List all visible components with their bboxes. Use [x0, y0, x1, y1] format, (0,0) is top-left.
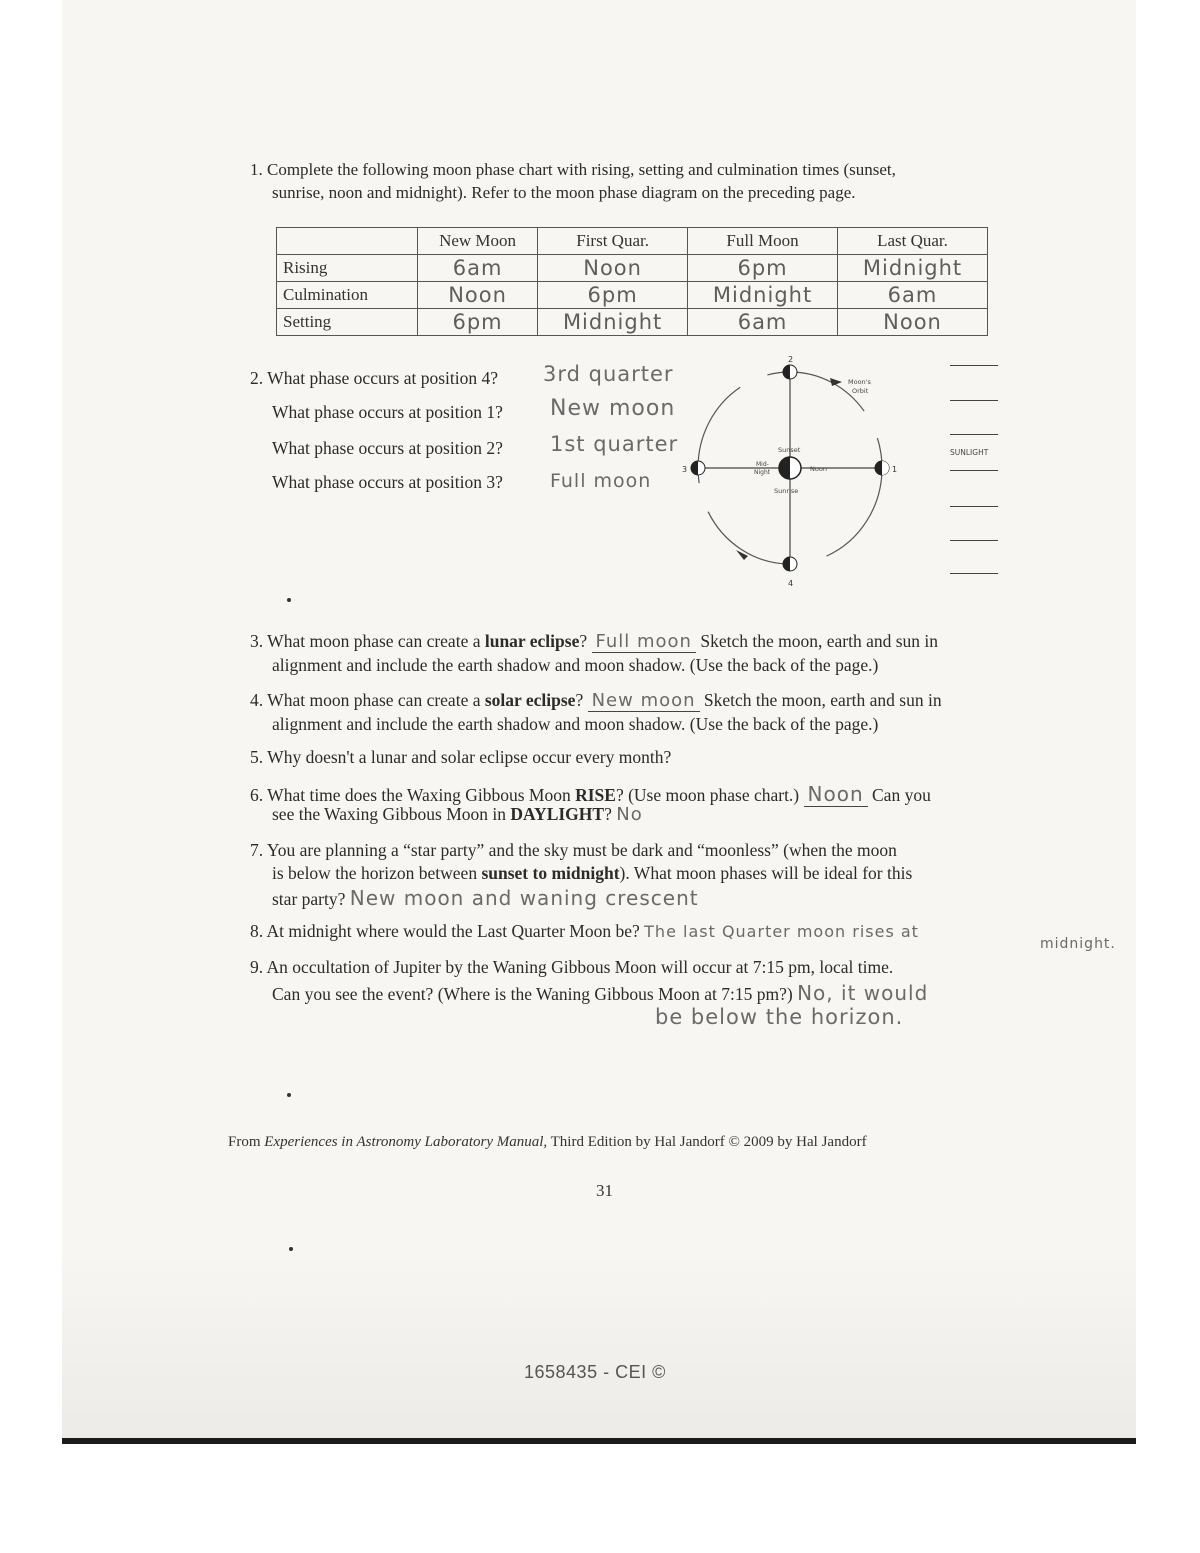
footer-post: Third Edition by Hal Jandorf © 2009 by Hal Jandorf — [547, 1134, 867, 1150]
earth-icon — [779, 457, 801, 479]
cell-culmination-full: Midnight — [688, 282, 838, 309]
pos-2-label: 2 — [788, 355, 794, 364]
moon-position-1-icon — [875, 461, 889, 475]
cell-setting-last: Noon — [838, 309, 988, 336]
midnight-label-2: Night — [754, 469, 771, 476]
q9-line2 — [272, 981, 928, 1005]
q6-bold1: RISE — [575, 785, 616, 805]
q7-answer: New moon and waning crescent — [349, 886, 699, 910]
q2-answer1: 3rd quarter — [543, 362, 674, 386]
q3-line2: alignment and include the earth shadow and moon shadow. (Use the back of the page.) — [272, 655, 879, 675]
q6-bold2: DAYLIGHT — [510, 804, 605, 824]
chart-row-culmination — [277, 282, 988, 309]
orbit-arrow-icon-2 — [736, 550, 748, 560]
moon-position-3-icon — [691, 461, 705, 475]
q6-line1 — [250, 782, 931, 806]
q1-line2: sunrise, noon and midnight). Refer to the moon phase diagram on the preceding page. — [272, 183, 856, 202]
q8-answer2: midnight. — [1040, 936, 1116, 952]
q6-line2-post: ? — [604, 804, 612, 824]
q3-post: ? — [579, 631, 592, 651]
q7-line2-pre: is below the horizon between — [272, 863, 482, 883]
row-label-setting: Setting — [277, 309, 418, 336]
q7-line3-text: star party? — [272, 889, 346, 909]
cell-culmination-new: Noon — [418, 282, 538, 309]
q4-line1 — [250, 690, 942, 711]
q1-line1: 1. Complete the following moon phase chart with rising, setting and culmination times (sunset, — [250, 160, 896, 179]
q3-pre: 3. What moon phase can create a — [250, 631, 485, 651]
q2-line3: What phase occurs at position 2? — [272, 438, 503, 458]
q3-line1 — [250, 631, 938, 652]
q3-answer: Full moon — [592, 631, 696, 653]
orbit-label-2: Orbit — [852, 387, 869, 395]
chart-header-row — [277, 228, 988, 255]
binder-hole-mark — [289, 1247, 293, 1251]
cell-rising-first: Noon — [538, 255, 688, 282]
q4-post: ? — [575, 690, 588, 710]
q2-line1: 2. What phase occurs at position 4? — [250, 368, 499, 388]
sunset-label: Sunset — [778, 446, 801, 454]
q5-text: 5. Why doesn't a lunar and solar eclipse occur every month? — [250, 747, 672, 767]
page-bottom-edge — [62, 1438, 1136, 1444]
sunlight-line — [950, 365, 998, 366]
chart-row-rising — [277, 255, 988, 282]
q2-answer2: New moon — [550, 396, 676, 421]
q6-after: Can you — [872, 785, 931, 805]
moon-position-2-icon — [783, 365, 797, 379]
q7-line2-bold: sunset to midnight — [481, 863, 620, 883]
q9-answer1: No, it would — [797, 981, 929, 1005]
sunlight-line — [950, 573, 998, 574]
footer-book-title: Experiences in Astronomy Laboratory Manual, — [264, 1134, 548, 1150]
q7-line2-post: ). What moon phases will be ideal for this — [619, 863, 913, 883]
pos-4-label: 4 — [788, 579, 794, 588]
sunrise-label: Sunrise — [774, 487, 799, 495]
noon-label: Noon — [810, 465, 827, 473]
cell-setting-new: 6pm — [418, 309, 538, 336]
q6-line2-pre: see the Waxing Gibbous Moon in — [272, 804, 511, 824]
chart-header-new-moon: New Moon — [418, 228, 538, 255]
page-number: 31 — [596, 1181, 613, 1200]
q9-line1: 9. An occultation of Jupiter by the Waning Gibbous Moon will occur at 7:15 pm, local time. — [250, 957, 894, 977]
chart-header-last-quarter: Last Quar. — [838, 228, 988, 255]
chart-row-setting — [277, 309, 988, 336]
q2-answer4: Full moon — [550, 470, 652, 492]
page-shadow — [62, 1250, 1136, 1440]
q8-answer1: The last Quarter moon rises at — [644, 922, 919, 941]
sunlight-line — [950, 540, 998, 541]
q4-answer: New moon — [588, 690, 700, 712]
cell-setting-full: 6am — [688, 309, 838, 336]
chart-header-first-quarter: First Quar. — [538, 228, 688, 255]
q4-bold: solar eclipse — [484, 690, 576, 710]
q7-line1: 7. You are planning a “star party” and the sky must be dark and “moonless” (when the moon — [250, 840, 897, 860]
q2-answer3: 1st quarter — [550, 432, 679, 456]
cell-rising-full: 6pm — [688, 255, 838, 282]
document-stamp: 1658435 - CEI © — [524, 1362, 666, 1382]
q6-answer1: Noon — [804, 782, 868, 807]
binder-hole-mark — [287, 598, 291, 602]
q3-bold: lunar eclipse — [484, 631, 580, 651]
q6-line2 — [272, 804, 643, 825]
cell-culmination-first: 6pm — [538, 282, 688, 309]
q6-mid: ? (Use moon phase chart.) — [615, 785, 800, 805]
q3-after: Sketch the moon, earth and sun in — [700, 631, 939, 651]
q8-line1 — [250, 921, 919, 942]
q9-line2-text: Can you see the event? (Where is the Waning Gibbous Moon at 7:15 pm?) — [272, 984, 793, 1004]
cell-setting-first: Midnight — [538, 309, 688, 336]
sunlight-line — [950, 434, 998, 435]
row-label-culmination: Culmination — [277, 282, 418, 309]
row-label-rising: Rising — [277, 255, 418, 282]
footer-pre: From — [228, 1134, 265, 1150]
q9-answer2: be below the horizon. — [655, 1005, 904, 1029]
cell-culmination-last: 6am — [838, 282, 988, 309]
sunlight-line — [950, 470, 998, 471]
chart-header-full-moon: Full Moon — [688, 228, 838, 255]
footer-credit — [228, 1134, 867, 1151]
q7-line2 — [272, 863, 912, 884]
chart-header-blank — [277, 228, 418, 255]
q4-pre: 4. What moon phase can create a — [250, 690, 485, 710]
cell-rising-last: Midnight — [838, 255, 988, 282]
sunlight-line — [950, 506, 998, 507]
sunlight-label: SUNLIGHT — [950, 448, 989, 457]
pos-3-label: 3 — [682, 465, 688, 474]
q8-text: 8. At midnight where would the Last Quarter Moon be? — [250, 921, 640, 941]
cell-rising-new: 6am — [418, 255, 538, 282]
pos-1-label: 1 — [892, 465, 898, 474]
moon-position-4-icon — [783, 557, 797, 571]
q2-line4: What phase occurs at position 3? — [272, 472, 503, 492]
moon-phase-chart — [276, 227, 988, 336]
q4-after: Sketch the moon, earth and sun in — [703, 690, 942, 710]
q7-line3 — [272, 886, 699, 910]
sunlight-line — [950, 400, 998, 401]
midnight-label-1: Mid- — [756, 461, 769, 468]
q2-line2: What phase occurs at position 1? — [272, 402, 503, 422]
q4-line2: alignment and include the earth shadow and moon shadow. (Use the back of the page.) — [272, 714, 879, 734]
binder-hole-mark — [287, 1093, 291, 1097]
q6-pre: 6. What time does the Waxing Gibbous Moon — [250, 785, 576, 805]
orbit-label-1: Moon's — [848, 378, 871, 386]
q6-answer2: No — [616, 804, 643, 825]
